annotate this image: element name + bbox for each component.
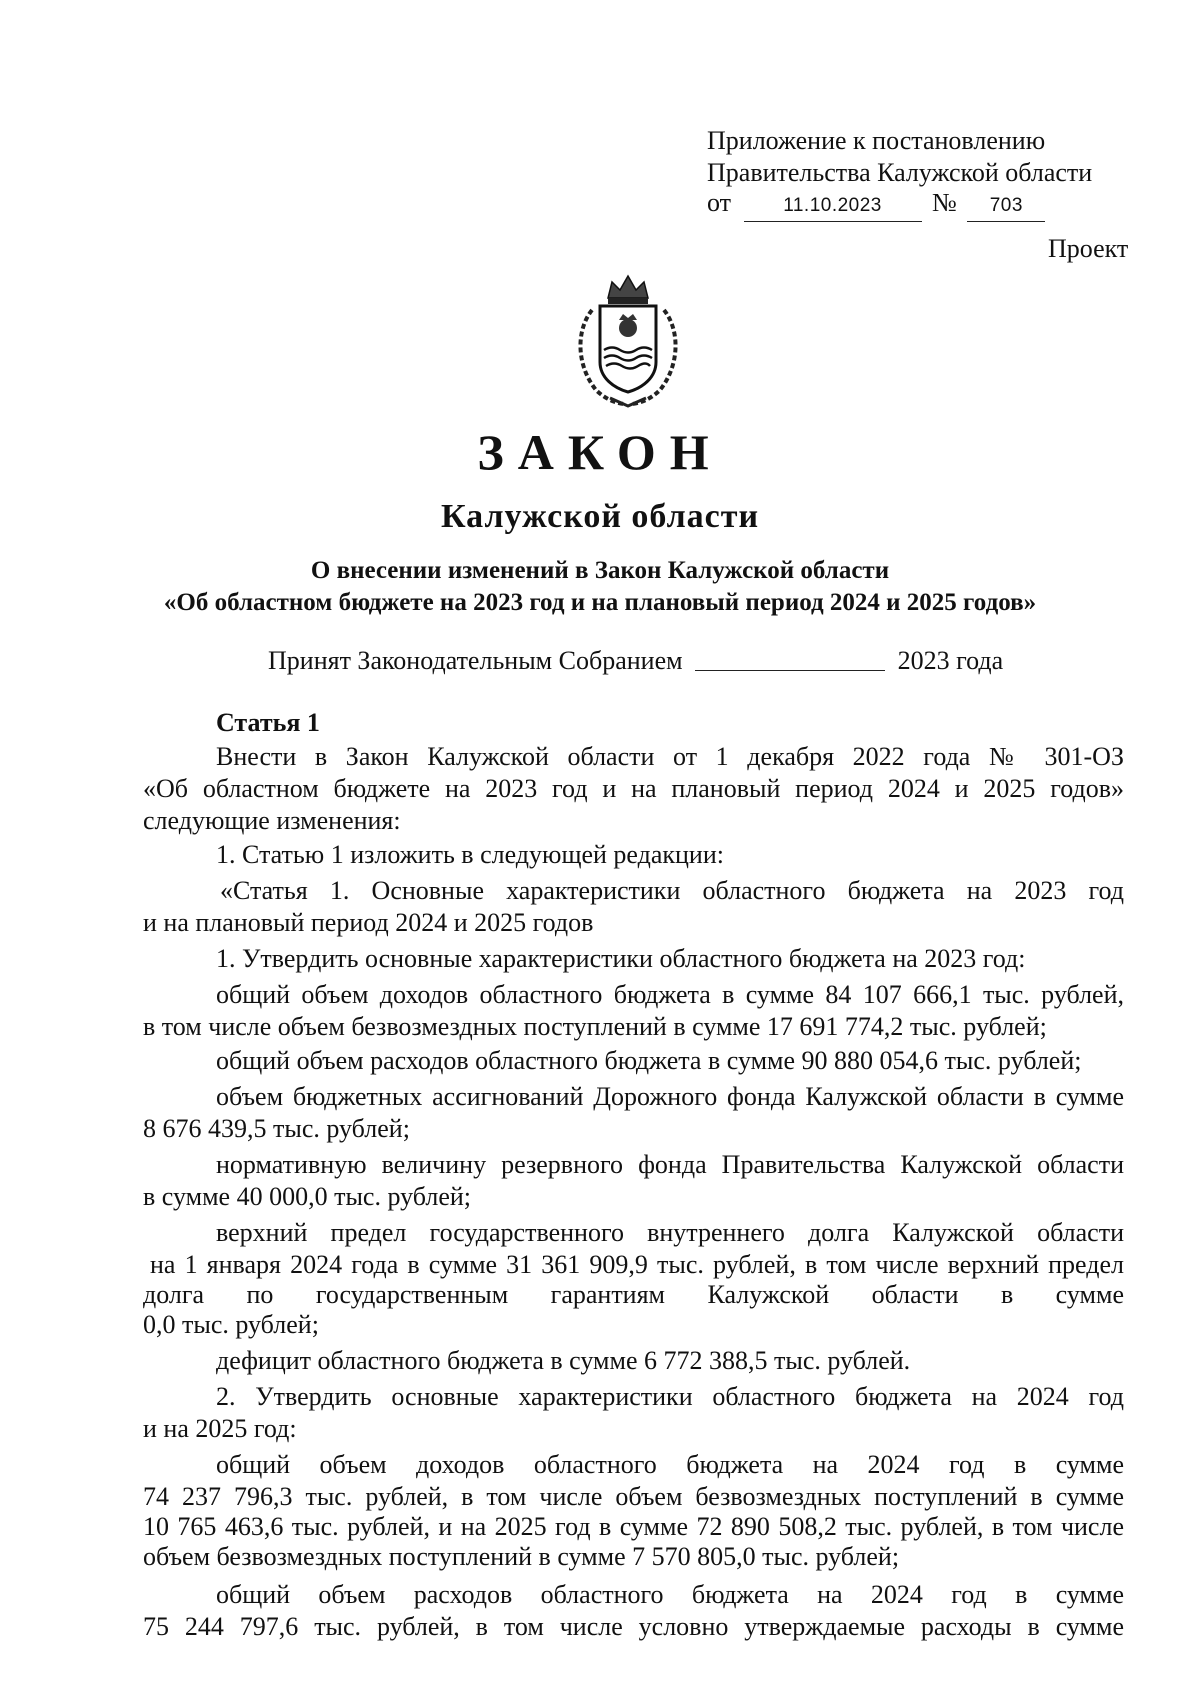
article-heading: Статья 1 <box>216 708 320 737</box>
body-line: объем бюджетных ассигнований Дорожного фонда Калужской области в сумме <box>216 1082 1124 1111</box>
body-line: 8 676 439,5 тыс. рублей; <box>143 1114 410 1143</box>
body-line: общий объем доходов областного бюджета в сумме 84 107 666,1 тыс. рублей, <box>216 980 1124 1009</box>
body-line: общий объем расходов областного бюджета в сумме 90 880 054,6 тыс. рублей; <box>216 1046 1082 1075</box>
date-field: 11.10.2023 <box>744 191 922 222</box>
adopted-line <box>268 646 1003 676</box>
appendix-line-2: Правительства Калужской области <box>707 158 1093 187</box>
body-line: верхний предел государственного внутреннего долга Калужской области <box>216 1218 1124 1247</box>
body-line: следующие изменения: <box>143 806 401 835</box>
body-line: долга по государственным гарантиям Калужской области в сумме <box>143 1280 1124 1309</box>
body-line: 2. Утвердить основные характеристики областного бюджета на 2024 год <box>216 1382 1124 1411</box>
coat-of-arms-icon <box>570 270 686 410</box>
appendix-date-row <box>707 188 1045 222</box>
body-line: 1. Статью 1 изложить в следующей редакции: <box>216 840 724 869</box>
adopted-text: Принят Законодательным Собранием <box>268 646 683 675</box>
body-line: «Статья 1. Основные характеристики областного бюджета на 2023 год <box>220 876 1124 905</box>
body-line: 10 765 463,6 тыс. рублей, и на 2025 год в сумме 72 890 508,2 тыс. рублей, в том числе <box>143 1512 1124 1541</box>
number-label: № <box>932 188 957 217</box>
coat-of-arms-emblem <box>570 270 686 410</box>
number-field: 703 <box>967 191 1045 222</box>
body-line: «Об областном бюджете на 2023 год и на плановый период 2024 и 2025 годов» <box>143 774 1124 803</box>
law-title: ЗАКОН <box>477 424 723 480</box>
body-line: 0,0 тыс. рублей; <box>143 1310 319 1339</box>
body-line: на 1 января 2024 года в сумме 31 361 909,9 тыс. рублей, в том числе верхний предел <box>150 1250 1124 1279</box>
body-line: нормативную величину резервного фонда Правительства Калужской области <box>216 1150 1124 1179</box>
body-line: и на 2025 год: <box>143 1414 297 1443</box>
body-line: общий объем расходов областного бюджета на 2024 год в сумме <box>216 1580 1124 1609</box>
body-line: 75 244 797,6 тыс. рублей, в том числе условно утверждаемые расходы в сумме <box>143 1612 1124 1641</box>
body-line: 74 237 796,3 тыс. рублей, в том числе объем безвозмездных поступлений в сумме <box>143 1482 1124 1511</box>
appendix-line-1: Приложение к постановлению <box>707 126 1046 155</box>
draft-label: Проект <box>1048 234 1129 263</box>
body-line: дефицит областного бюджета в сумме 6 772 388,5 тыс. рублей. <box>216 1346 911 1375</box>
body-line: Внести в Закон Калужской области от 1 декабря 2022 года № 301-ОЗ <box>216 742 1124 771</box>
subtitle-line-1: О внесении изменений в Закон Калужской области <box>310 557 890 584</box>
body-line: 1. Утвердить основные характеристики областного бюджета на 2023 год: <box>216 944 1026 973</box>
adopted-year: 2023 года <box>897 646 1004 675</box>
from-label: от <box>707 188 732 217</box>
body-line: объем безвозмездных поступлений в сумме 7 570 805,0 тыс. рублей; <box>143 1542 900 1571</box>
subtitle-line-2: «Об областном бюджете на 2023 год и на плановый период 2024 и 2025 годов» <box>163 589 1037 616</box>
adopted-date-blank <box>695 646 885 671</box>
body-line: в сумме 40 000,0 тыс. рублей; <box>143 1182 471 1211</box>
region-title: Калужской области <box>440 498 760 535</box>
body-line: в том числе объем безвозмездных поступлений в сумме 17 691 774,2 тыс. рублей; <box>143 1012 1047 1041</box>
body-line: и на плановый период 2024 и 2025 годов <box>143 908 594 937</box>
body-line: общий объем доходов областного бюджета на 2024 год в сумме <box>216 1450 1124 1479</box>
